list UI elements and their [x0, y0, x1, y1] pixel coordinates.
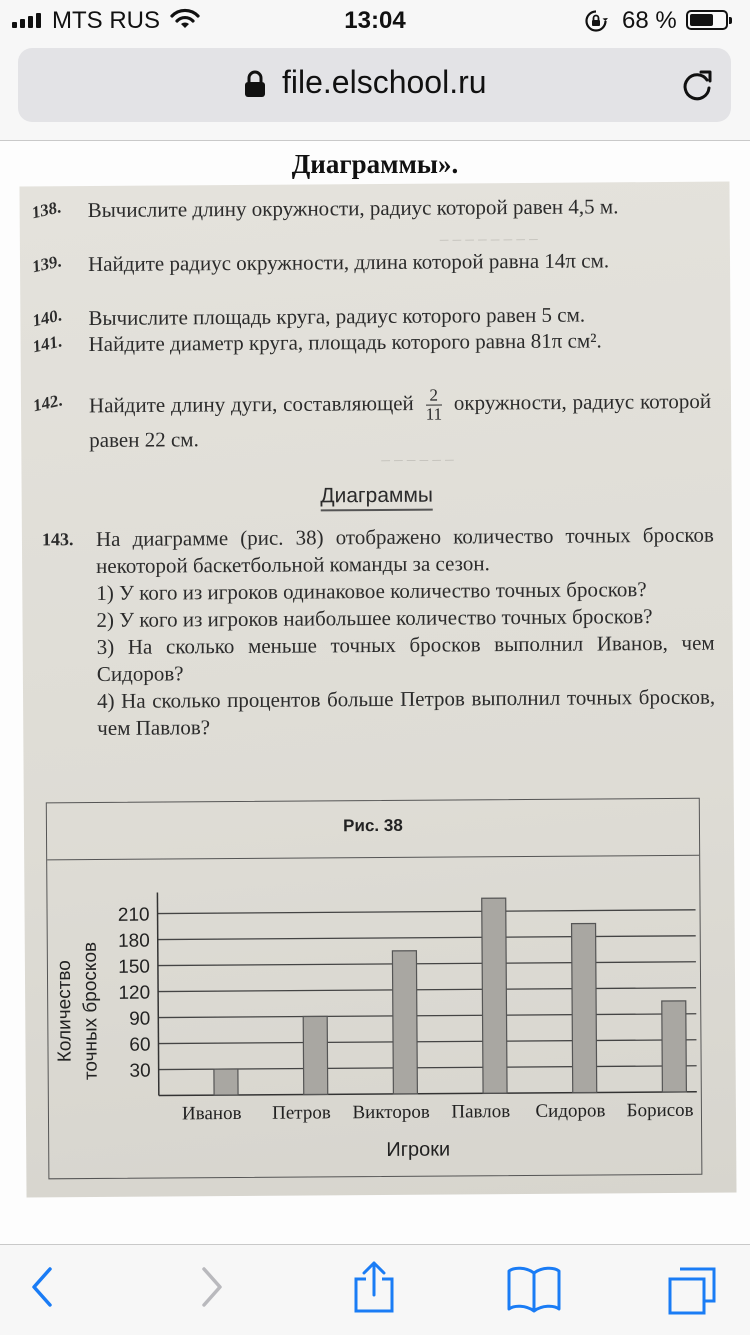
fraction-numerator: 2: [429, 385, 439, 405]
bar-6: [662, 1001, 687, 1092]
problem-text: Вычислите площадь круга, радиус которого равен 5 см.: [88, 302, 586, 331]
status-time: 13:04: [344, 7, 406, 34]
battery-percent: 68 %: [622, 7, 677, 34]
bar-1: [214, 1069, 238, 1095]
question-2: 2) У кого из игроков наибольшее количество точных бросков?: [96, 604, 653, 632]
x-tick-label: Петров: [272, 1102, 331, 1124]
page-content: [0, 141, 750, 1244]
gridline: [158, 910, 696, 914]
section-title: [22, 482, 732, 511]
bar-chart: [47, 857, 701, 1178]
problem-139: [30, 246, 710, 279]
browser-toolbar: [0, 1244, 750, 1335]
y-tick-label: 30: [129, 1060, 151, 1082]
problem-text: Найдите диаметр круга, площадь которого равна 81π см².: [88, 328, 602, 357]
question-4: 4) На сколько процентов больше Петров выполнил точных бросков, чем Павлов?: [96, 684, 716, 740]
question-1: 1) У кого из игроков одинаковое количество точных бросков?: [96, 577, 647, 605]
reload-icon[interactable]: [680, 68, 714, 102]
figure-title: Рис. 38: [47, 799, 699, 861]
forward-icon[interactable]: [196, 1265, 226, 1309]
carrier-name: MTS RUS: [52, 7, 160, 34]
fraction: [425, 387, 442, 424]
share-icon[interactable]: [352, 1259, 396, 1315]
bar-3: [392, 951, 417, 1094]
problem-141: [30, 326, 710, 359]
problem-number: 138.: [29, 197, 63, 223]
y-tick-label: 120: [118, 982, 151, 1004]
problem-text: [89, 385, 711, 454]
x-tick-label: Павлов: [451, 1101, 511, 1123]
problem-number: 141.: [30, 331, 64, 357]
question-3: 3) На сколько меньше точных бросков выполнил Иванов, чем Сидоров?: [96, 630, 715, 686]
y-tick-label: 60: [129, 1034, 151, 1056]
problem-body: [96, 522, 715, 742]
page-heading: Диаграммы».: [291, 149, 459, 179]
fraction-denominator: 11: [425, 404, 443, 424]
problem-number: 142.: [31, 390, 65, 416]
problem-text: Найдите радиус окружности, длина которой равна 14π см.: [87, 248, 610, 277]
status-bar: [0, 0, 750, 40]
y-tick-label: 210: [117, 904, 150, 926]
section-title-text: Диаграммы: [320, 484, 433, 512]
gridline: [158, 936, 696, 940]
rotation-lock-icon: [584, 9, 608, 33]
problem-number: 140.: [30, 305, 64, 331]
bar-2: [303, 1016, 328, 1094]
y-axis: [157, 893, 158, 1096]
battery-icon: [686, 10, 728, 30]
y-axis-label: точных бросков: [79, 941, 102, 1081]
y-axis-label: Количество: [53, 960, 76, 1063]
problem-text: Вычислите длину окружности, радиус которой равен 4,5 м.: [87, 194, 619, 223]
problem-142: [31, 385, 712, 455]
problem-138: [29, 192, 710, 225]
problem-text-part: окружности, радиус которой равен 22 см.: [89, 388, 712, 453]
gridline: [158, 1014, 696, 1018]
x-tick-label: Борисов: [626, 1099, 694, 1122]
lock-icon: [244, 70, 266, 98]
y-tick-label: 180: [117, 930, 150, 952]
x-tick-label: Иванов: [181, 1102, 242, 1125]
bookmarks-icon[interactable]: [506, 1265, 562, 1313]
gridline: [158, 988, 696, 992]
problem-143: [42, 522, 715, 743]
y-tick-label: 90: [129, 1008, 151, 1030]
browser-nav-bar: [0, 40, 750, 141]
bar-4: [482, 898, 507, 1093]
tabs-icon[interactable]: [666, 1265, 718, 1317]
gridline: [158, 962, 696, 966]
problem-number: 139.: [30, 251, 64, 277]
problem-intro: На диаграмме (рис. 38) отображено количество точных бросков некоторой баскетбольной команды за сезон.: [95, 522, 715, 578]
bar-5: [572, 923, 597, 1092]
back-icon[interactable]: [28, 1265, 58, 1309]
x-axis-label: Игроки: [386, 1138, 451, 1161]
figure-38: [46, 798, 703, 1180]
gridline: [159, 1066, 697, 1070]
problem-text-part: Найдите длину дуги, составляющей: [88, 391, 414, 418]
x-tick-label: Викторов: [352, 1101, 430, 1124]
y-tick-label: 150: [118, 956, 151, 978]
x-axis: [159, 1092, 697, 1096]
textbook-photo: _ _ _ _ _ _ _ _ _ _ _ _ _ _ 138. Вычислите длину окружности, радиус которой равен 4,5 м. 139. Найдите радиус окружности, длина которой равна 14π см. 140. Вычислите площадь круга, радиус которого равен 5 см. 141. Найдите диаметр круга, площадь которого равна 81π см². 142. Найдите длину дуги, составляющей $\frac{2}{11}$ окружности, радиус которой равен 22 см. Диаграммы 143. На диаграмме (рис. 38) отображено количество точных бросков некоторой баскетбольной команды за сезон. 1) У кого из игроков одинаковое количество точных бросков? 2) У кого из игроков наибольшее количество точных бросков? 3) На сколько меньше точных бросков выполнил Иванов, чем Сидоров? 4) На сколько процентов больше Петров выполнил точных бросков, чем Павлов? Рис. 38 30 60 90 120 150 180 210 Иванов Петров Викторов Павлов Сидоров Борисов Игроки Количество точных бросков: [19, 182, 736, 1198]
problem-number: 143.: [41, 529, 74, 550]
x-tick-label: Сидоров: [535, 1100, 606, 1122]
gridline: [158, 1040, 696, 1044]
address-bar[interactable]: [18, 48, 731, 122]
url-text[interactable]: file.elschool.ru: [282, 64, 487, 100]
